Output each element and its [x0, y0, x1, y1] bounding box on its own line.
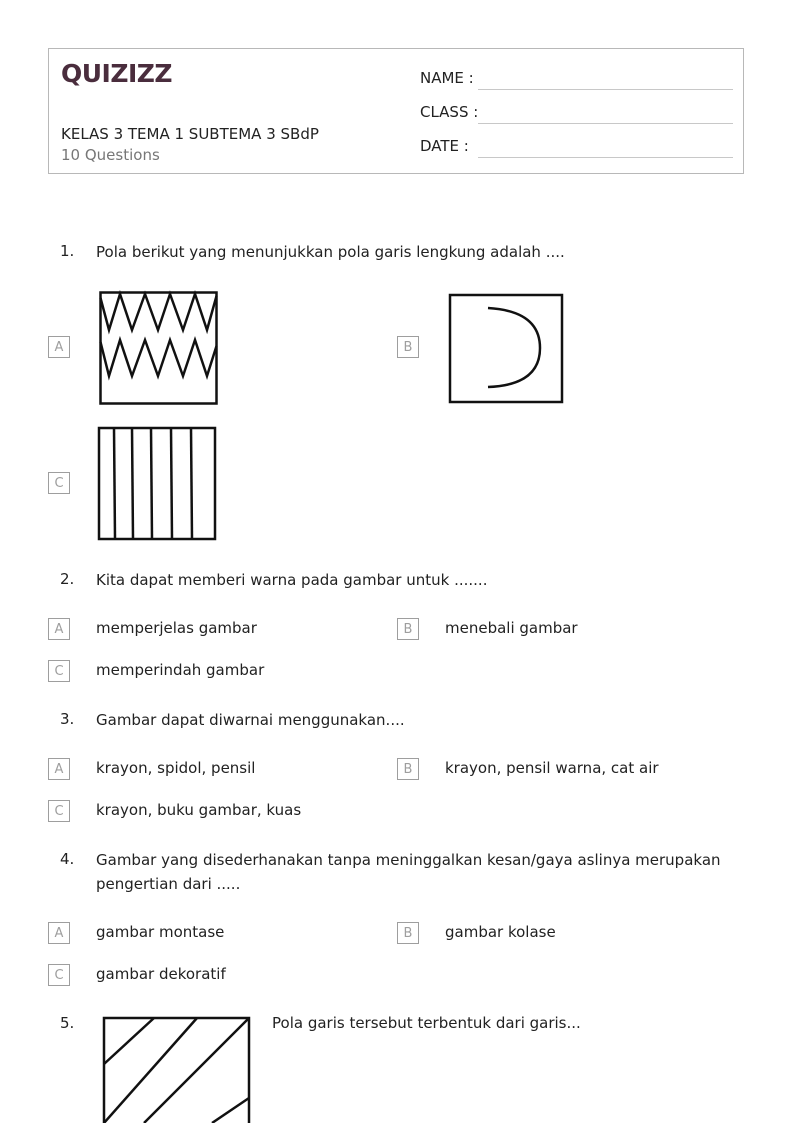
question-5-text: Pola garis tersebut terbentuk dari garis...: [272, 1014, 581, 1032]
option-2b-box[interactable]: B: [397, 618, 419, 640]
worksheet-header: [48, 48, 744, 174]
worksheet-title: KELAS 3 TEMA 1 SUBTEMA 3 SBdP: [61, 125, 319, 143]
option-4c-box[interactable]: C: [48, 964, 70, 986]
question-5-number: 5.: [60, 1014, 75, 1032]
date-label: DATE :: [420, 137, 469, 155]
question-4-text-line1: Gambar yang disederhanakan tanpa meninggalkan kesan/gaya aslinya merupakan: [96, 851, 721, 869]
option-2c-box[interactable]: C: [48, 660, 70, 682]
option-3c-box[interactable]: C: [48, 800, 70, 822]
option-2b-text[interactable]: menebali gambar: [445, 619, 578, 637]
name-label: NAME :: [420, 69, 474, 87]
date-line[interactable]: [478, 157, 733, 158]
option-2a-box[interactable]: A: [48, 618, 70, 640]
question-1-number: 1.: [60, 242, 75, 260]
option-3a-text[interactable]: krayon, spidol, pensil: [96, 759, 256, 777]
class-label: CLASS :: [420, 103, 479, 121]
option-3a-box[interactable]: A: [48, 758, 70, 780]
class-line[interactable]: [478, 123, 733, 124]
option-1b-box[interactable]: B: [397, 336, 419, 358]
option-4a-box[interactable]: A: [48, 922, 70, 944]
option-4b-box[interactable]: B: [397, 922, 419, 944]
option-1a-box[interactable]: A: [48, 336, 70, 358]
option-2c-text[interactable]: memperindah gambar: [96, 661, 265, 679]
option-4b-text[interactable]: gambar kolase: [445, 923, 556, 941]
question-2-number: 2.: [60, 570, 75, 588]
option-3b-box[interactable]: B: [397, 758, 419, 780]
question-2-text: Kita dapat memberi warna pada gambar untuk .......: [96, 571, 488, 589]
option-4c-text[interactable]: gambar dekoratif: [96, 965, 226, 983]
option-1c-box[interactable]: C: [48, 472, 70, 494]
question-3-number: 3.: [60, 710, 75, 728]
vertical-lines-pattern-image: [97, 426, 219, 542]
quizizz-logo: QUIZIZZ: [61, 59, 173, 88]
option-4a-text[interactable]: gambar montase: [96, 923, 225, 941]
question-3-text: Gambar dapat diwarnai menggunakan....: [96, 711, 405, 729]
zigzag-pattern-image: [98, 290, 220, 406]
curve-pattern-image: [448, 293, 566, 405]
question-1-text: Pola berikut yang menunjukkan pola garis lengkung adalah ....: [96, 243, 565, 261]
option-3b-text[interactable]: krayon, pensil warna, cat air: [445, 759, 659, 777]
option-3c-text[interactable]: krayon, buku gambar, kuas: [96, 801, 302, 819]
option-2a-text[interactable]: memperjelas gambar: [96, 619, 257, 637]
diagonal-lines-pattern-image: [102, 1016, 252, 1123]
question-4-text-line2: pengertian dari .....: [96, 875, 241, 893]
name-line[interactable]: [478, 89, 733, 90]
question-4-number: 4.: [60, 850, 75, 868]
question-count: 10 Questions: [61, 146, 160, 164]
